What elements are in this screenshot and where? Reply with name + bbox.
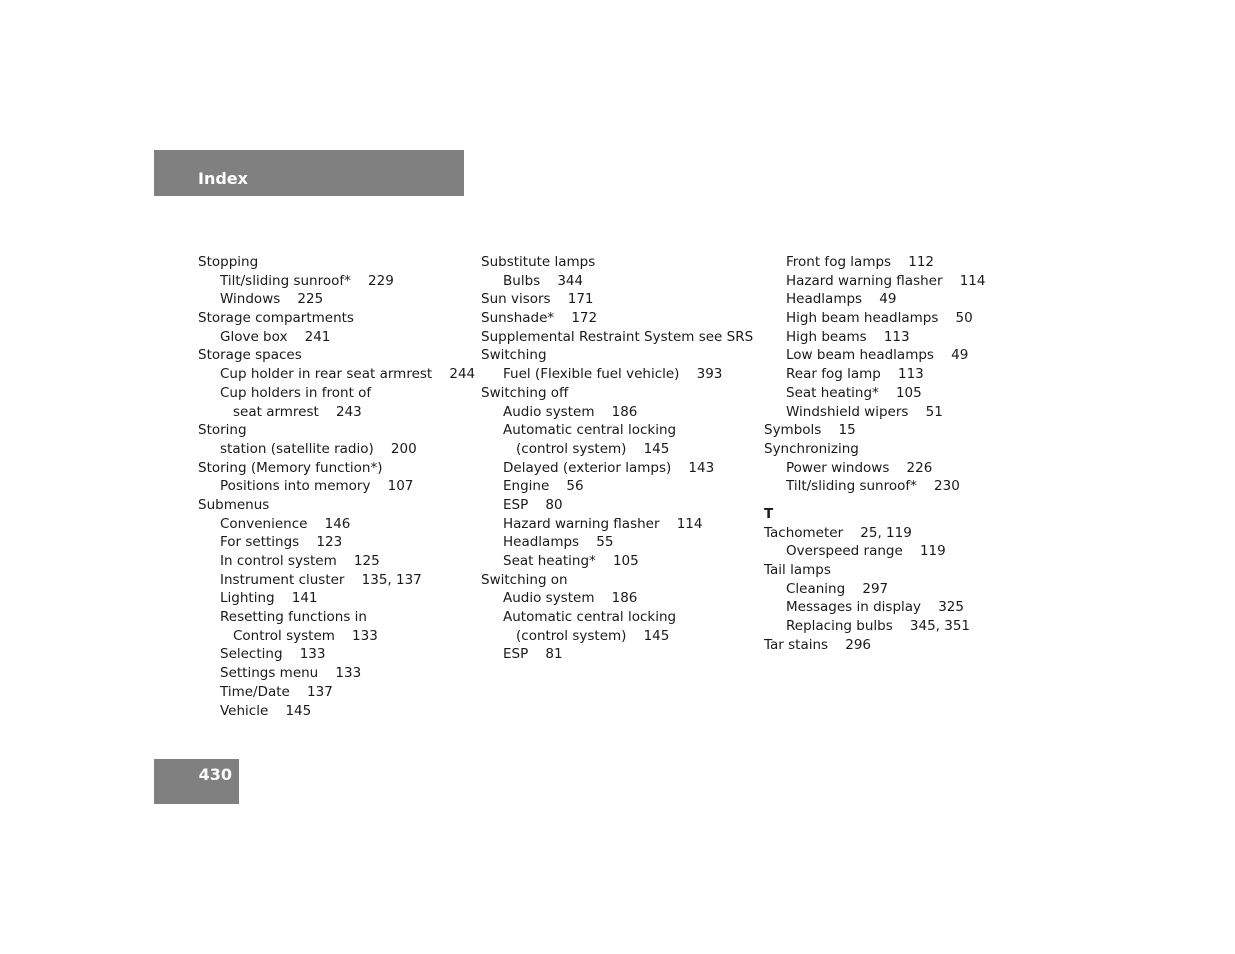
index-entry: Sun visors 171 bbox=[481, 291, 594, 308]
index-subentry: Windows 225 bbox=[220, 291, 324, 308]
index-subentry: For settings 123 bbox=[220, 534, 343, 551]
section-title: Index bbox=[198, 169, 248, 188]
index-entry: Sunshade* 172 bbox=[481, 310, 598, 327]
index-column-1 bbox=[198, 253, 475, 720]
page-number: 430 bbox=[198, 765, 232, 784]
index-subentry: ESP 80 bbox=[503, 496, 563, 513]
index-entry: Submenus bbox=[198, 496, 270, 513]
index-subentry: Delayed (exterior lamps) 143 bbox=[503, 459, 715, 476]
index-subentry: Positions into memory 107 bbox=[220, 478, 414, 495]
index-subentry: (control system) 145 bbox=[516, 627, 670, 644]
index-entry: Substitute lamps bbox=[481, 254, 596, 270]
index-subentry: Power windows 226 bbox=[786, 459, 933, 476]
index-entry: Storing (Memory function*) bbox=[198, 459, 383, 476]
index-subentry: Settings menu 133 bbox=[220, 665, 362, 682]
index-subentry: Resetting functions in bbox=[220, 609, 367, 626]
index-subentry: Automatic central locking bbox=[503, 609, 677, 626]
index-subentry: Messages in display 325 bbox=[786, 599, 964, 616]
index-subentry: Time/Date 137 bbox=[220, 683, 333, 700]
index-subentry: Low beam headlamps 49 bbox=[786, 347, 969, 364]
index-subentry: Hazard warning flasher 114 bbox=[503, 515, 703, 532]
index-subentry: Cleaning 297 bbox=[786, 580, 889, 597]
index-entry: Supplemental Restraint System see SRS bbox=[481, 328, 754, 345]
index-entry: Storage spaces bbox=[198, 347, 302, 364]
index-subentry: Bulbs 344 bbox=[503, 272, 584, 289]
index-subentry: station (satellite radio) 200 bbox=[220, 440, 417, 457]
index-subentry: Instrument cluster 135, 137 bbox=[220, 571, 422, 588]
index-column-2 bbox=[481, 253, 753, 664]
index-subentry: Headlamps 49 bbox=[786, 291, 897, 308]
index-subentry: Windshield wipers 51 bbox=[786, 403, 943, 420]
index-subentry: Vehicle 145 bbox=[220, 702, 312, 719]
index-letter-heading: T bbox=[764, 505, 774, 522]
index-entry: Tachometer 25, 119 bbox=[764, 524, 912, 541]
index-subentry: Automatic central locking bbox=[503, 422, 677, 439]
page-number-box bbox=[154, 759, 239, 804]
index-entry: Switching off bbox=[481, 384, 569, 401]
index-subentry: Control system 133 bbox=[233, 627, 378, 644]
index-subentry: Headlamps 55 bbox=[503, 534, 614, 551]
index-subentry: Seat heating* 105 bbox=[786, 384, 922, 401]
index-subentry: Audio system 186 bbox=[503, 590, 638, 607]
index-subentry: Tilt/sliding sunroof* 229 bbox=[220, 272, 394, 289]
index-entry: Stopping bbox=[198, 254, 259, 270]
index-subentry: Engine 56 bbox=[503, 478, 584, 495]
index-entry: Synchronizing bbox=[764, 440, 859, 457]
index-subentry: Tilt/sliding sunroof* 230 bbox=[786, 478, 960, 495]
index-subentry: High beams 113 bbox=[786, 328, 910, 345]
index-entry: Switching bbox=[481, 347, 547, 364]
index-subentry: Hazard warning flasher 114 bbox=[786, 272, 986, 289]
index-subentry: ESP 81 bbox=[503, 646, 563, 663]
index-subentry: Convenience 146 bbox=[220, 515, 351, 532]
index-entry: Tar stains 296 bbox=[764, 636, 871, 653]
index-entry: Storage compartments bbox=[198, 310, 354, 327]
index-subentry: Audio system 186 bbox=[503, 403, 638, 420]
index-subentry: Fuel (Flexible fuel vehicle) 393 bbox=[503, 366, 723, 383]
index-subentry: (control system) 145 bbox=[516, 440, 670, 457]
index-subentry: Replacing bulbs 345, 351 bbox=[786, 618, 971, 635]
index-subentry: In control system 125 bbox=[220, 553, 380, 569]
index-subentry: Cup holders in front of bbox=[220, 384, 372, 401]
index-entry: Tail lamps bbox=[764, 562, 831, 578]
index-subentry: Cup holder in rear seat armrest 244 bbox=[220, 366, 476, 383]
index-entry: Symbols 15 bbox=[764, 422, 856, 439]
index-subentry: Glove box 241 bbox=[220, 328, 331, 345]
index-subentry: seat armrest 243 bbox=[233, 403, 362, 420]
index-entry: Storing bbox=[198, 422, 247, 439]
index-subentry: Overspeed range 119 bbox=[786, 543, 946, 560]
index-subentry: Lighting 141 bbox=[220, 590, 318, 607]
index-subentry: Rear fog lamp 113 bbox=[786, 366, 924, 383]
section-header-bar bbox=[154, 150, 464, 196]
index-entry: Switching on bbox=[481, 571, 568, 588]
index-subentry: Front fog lamps 112 bbox=[786, 254, 935, 270]
index-subentry: High beam headlamps 50 bbox=[786, 310, 973, 327]
index-subentry: Selecting 133 bbox=[220, 646, 326, 663]
index-subentry: Seat heating* 105 bbox=[503, 553, 639, 569]
index-column-3 bbox=[764, 253, 985, 654]
